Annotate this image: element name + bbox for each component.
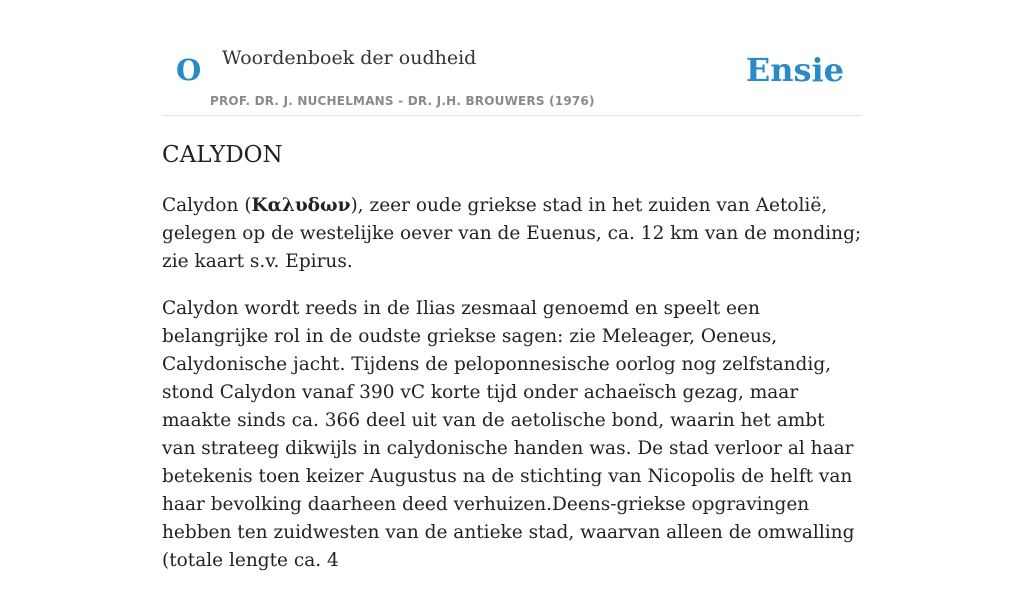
- book-title[interactable]: Woordenboek der oudheid: [222, 47, 477, 69]
- page: [162, 0, 862, 571]
- book-authors: PROF. DR. J. NUCHELMANS - DR. J.H. BROUWERS (1976): [210, 94, 595, 108]
- paragraph-1-rest: ), zeer oude griekse stad in het zuiden van Aetolië, gelegen op de westelijke oever van de Euenus, ca. 12 km van de monding; zie kaart s.v. Epirus.: [162, 195, 862, 272]
- entry-title: CALYDON: [162, 142, 283, 168]
- entry-body: [162, 192, 862, 594]
- paragraph-1-start: Calydon (: [162, 195, 252, 216]
- paragraph-2: Calydon wordt reeds in de Ilias zesmaal genoemd en speelt een belangrijke rol in de oudste griekse sagen: zie Meleager, Oeneus, Calydonische jacht. Tijdens de peloponnesische oorlog nog zelfstandig, stond Calydon vanaf 390 vC korte tijd onder achaeïsch gezag, maar maakte sinds ca. 366 deel uit van de aetolische bond, waarin het ambt van strateeg dikwijls in calydonische handen was. De stad verloor al haar betekenis toen keizer Augustus na de stichting van Nicopolis de helft van haar bevolking daarheen deed verhuizen.Deens-griekse opgravingen hebben ten zuidwesten van de antieke stad, waarvan alleen de omwalling (totale lengte ca. 4: [162, 298, 855, 571]
- header: [162, 0, 862, 116]
- greek-name: Καλυδων: [251, 195, 351, 216]
- paragraph-1: [162, 192, 862, 276]
- brand-logo-link[interactable]: Ensie: [745, 51, 844, 89]
- letter-index[interactable]: O: [176, 53, 202, 87]
